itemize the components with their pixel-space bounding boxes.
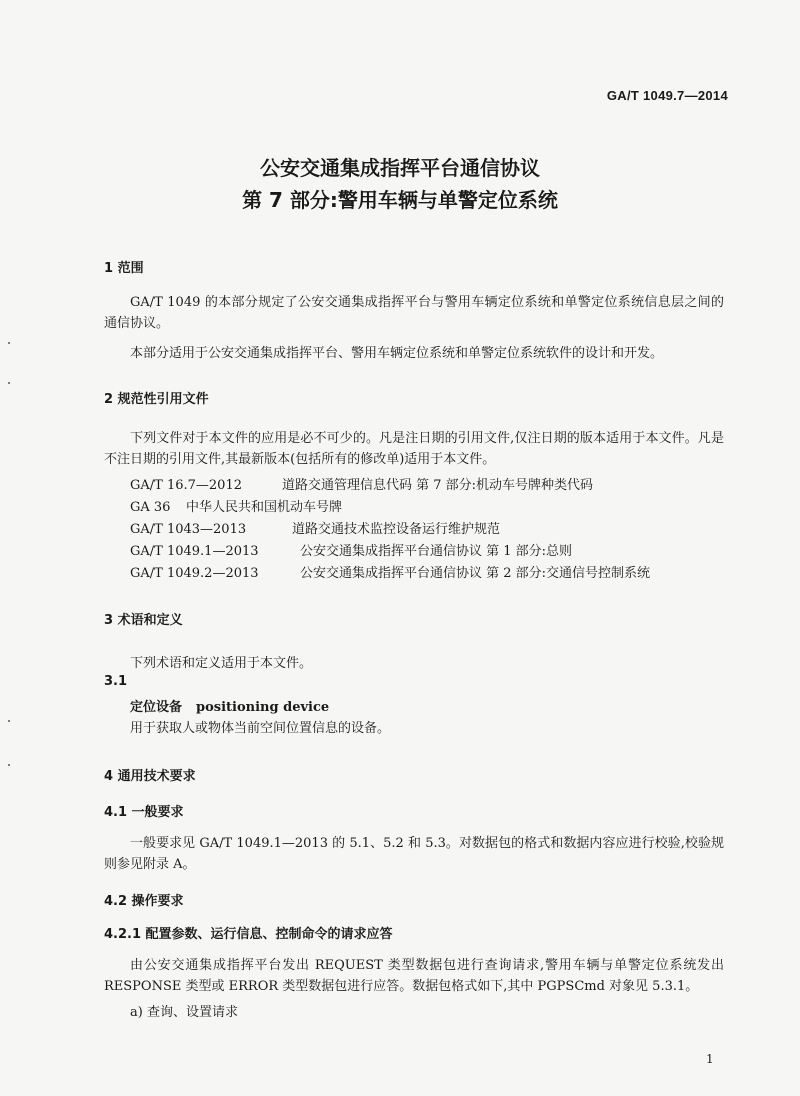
- doc-title-line2: 第 7 部分:警用车辆与单警定位系统: [242, 188, 558, 212]
- reference-code: GA 36: [130, 500, 171, 515]
- scan-mark: [8, 382, 10, 384]
- section-4-2-1-text: 由公安交通集成指挥平台发出 REQUEST 类型数据包进行查询请求,警用车辆与单警定位系统发出 RESPONSE 类型或 ERROR 类型数据包进行应答。数据包格式如下,其中 PGPSCmd 对象见 5.3.1。: [104, 958, 724, 994]
- term-entry: [130, 696, 329, 715]
- reference-title: 公安交通集成指挥平台通信协议 第 2 部分:交通信号控制系统: [300, 566, 651, 581]
- reference-code: GA/T 1049.1—2013: [130, 544, 259, 559]
- reference-title: 道路交通管理信息代码 第 7 部分:机动车号牌种类代码: [282, 478, 594, 493]
- standard-code: GA/T 1049.7—2014: [606, 88, 728, 103]
- section-4-heading: 4 通用技术要求: [104, 769, 196, 784]
- term-number: 3.1: [104, 674, 128, 689]
- reference-code: GA/T 16.7—2012: [130, 478, 242, 493]
- section-3-heading: 3 术语和定义: [104, 613, 183, 628]
- reference-title: 道路交通技术监控设备运行维护规范: [292, 522, 501, 537]
- scan-mark: [8, 764, 10, 766]
- reference-item: [130, 562, 650, 581]
- reference-item: [130, 518, 500, 537]
- reference-item: [130, 474, 593, 493]
- reference-title: 公安交通集成指挥平台通信协议 第 1 部分:总则: [300, 544, 573, 559]
- section-1-heading: 1 范围: [104, 261, 144, 276]
- scan-mark: [8, 720, 10, 722]
- section-4-1-text: 一般要求见 GA/T 1049.1—2013 的 5.1、5.2 和 5.3。对数据包的格式和数据内容应进行校验,校验规则参见附录 A。: [104, 836, 724, 872]
- doc-title-line1: 公安交通集成指挥平台通信协议: [260, 156, 540, 180]
- scan-mark: [8, 342, 10, 344]
- section-4-2-heading: 4.2 操作要求: [104, 894, 184, 909]
- term-english: positioning device: [196, 700, 330, 715]
- term-chinese: 定位设备: [130, 700, 183, 715]
- reference-item: [130, 540, 572, 559]
- section-3-intro: 下列术语和定义适用于本文件。: [130, 656, 313, 671]
- section-2-intro: 下列文件对于本文件的应用是必不可少的。凡是注日期的引用文件,仅注日期的版本适用于本文件。凡是不注日期的引用文件,其最新版本(包括所有的修改单)适用于本文件。: [104, 431, 724, 467]
- section-2-heading: 2 规范性引用文件: [104, 392, 209, 407]
- section-4-2-1-heading: 4.2.1 配置参数、运行信息、控制命令的请求应答: [104, 927, 393, 942]
- page-number: 1: [706, 1052, 714, 1066]
- section-4-1-heading: 4.1 一般要求: [104, 805, 184, 820]
- reference-item: [130, 496, 342, 515]
- term-definition: 用于获取人或物体当前空间位置信息的设备。: [130, 721, 391, 736]
- reference-code: GA/T 1049.2—2013: [130, 566, 259, 581]
- section-1-paragraph-2: 本部分适用于公安交通集成指挥平台、警用车辆定位系统和单警定位系统软件的设计和开发。: [130, 346, 664, 361]
- section-1-paragraph-1: GA/T 1049 的本部分规定了公安交通集成指挥平台与警用车辆定位系统和单警定位系统信息层之间的通信协议。: [104, 295, 724, 331]
- reference-title: 中华人民共和国机动车号牌: [186, 500, 343, 515]
- reference-code: GA/T 1043—2013: [130, 522, 247, 537]
- list-item-a: a) 查询、设置请求: [130, 1005, 238, 1020]
